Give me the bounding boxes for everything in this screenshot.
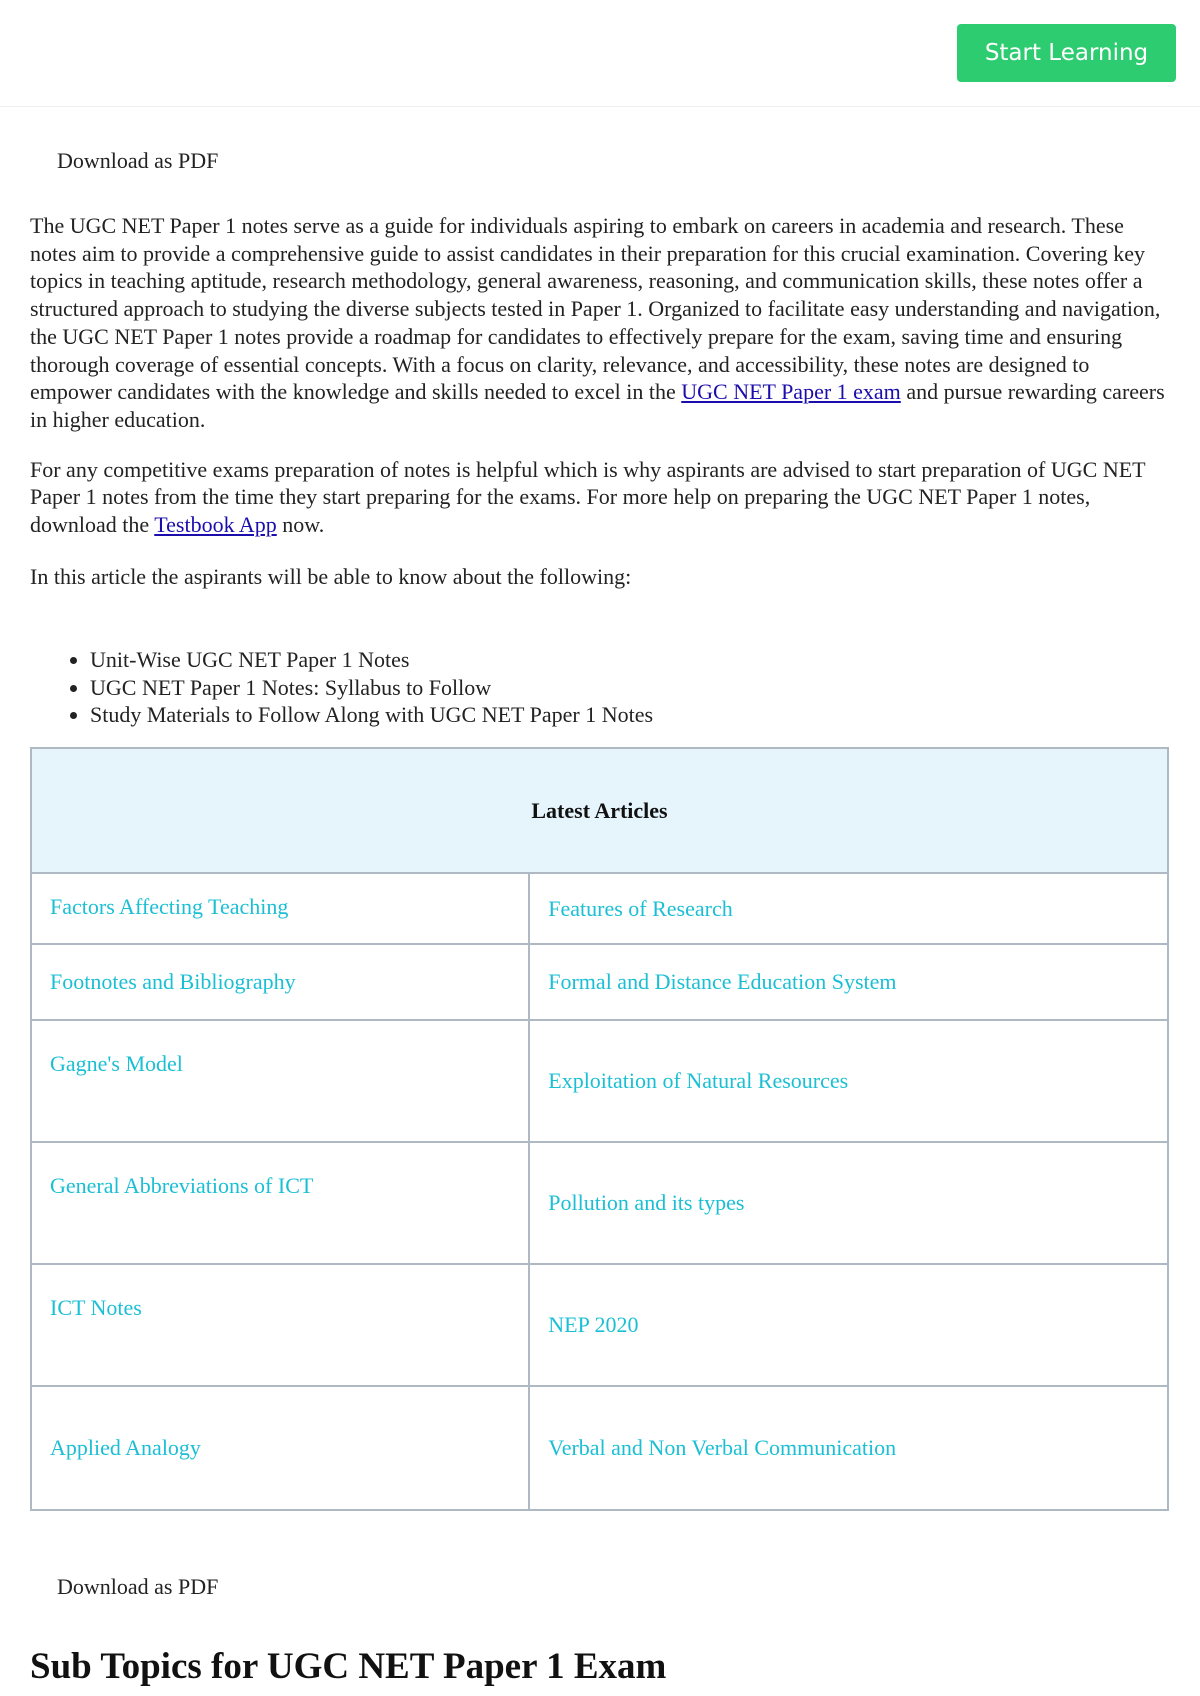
- article-link[interactable]: Verbal and Non Verbal Communication: [548, 1435, 897, 1460]
- article-link[interactable]: ICT Notes: [50, 1295, 142, 1320]
- article-link[interactable]: Features of Research: [548, 895, 733, 921]
- top-bar: [0, 0, 1200, 107]
- table-cell: [529, 1264, 1168, 1386]
- article-link[interactable]: General Abbreviations of ICT: [50, 1173, 314, 1198]
- table-cell: [31, 873, 529, 944]
- article-content: [30, 212, 1172, 728]
- list-item: • UGC NET Paper 1 Notes: Syllabus to Follow: [90, 674, 653, 702]
- table-cell: [31, 1020, 529, 1142]
- article-link[interactable]: Factors Affecting Teaching: [50, 894, 289, 919]
- ugc-net-exam-link[interactable]: UGC NET Paper 1 exam: [681, 379, 901, 405]
- download-pdf-link[interactable]: Download as PDF: [57, 148, 219, 173]
- prep-paragraph: [30, 456, 1172, 539]
- article-link[interactable]: Applied Analogy: [50, 1435, 201, 1460]
- intro-paragraph: [30, 212, 1172, 434]
- intro-tail: and pursue rewarding careers in higher education.: [30, 379, 1165, 432]
- article-link[interactable]: Footnotes and Bibliography: [50, 969, 296, 994]
- latest-articles-heading: Latest Articles: [31, 748, 1168, 873]
- prep-tail: now.: [276, 512, 325, 538]
- article-link[interactable]: Pollution and its types: [548, 1190, 745, 1215]
- table-cell: [529, 873, 1168, 944]
- topics-list: [30, 646, 653, 729]
- latest-articles-table: [30, 747, 1169, 1511]
- list-item: • Unit-Wise UGC NET Paper 1 Notes: [90, 646, 653, 674]
- testbook-app-link[interactable]: Testbook App: [154, 512, 277, 538]
- intro-text: The UGC NET Paper 1 notes serve as a guide for individuals aspiring to embark on careers in academia and research. These notes aim to provide a comprehensive guide to assist candidates in their preparation for this crucial examination. Covering key topics in teaching aptitude, research methodology, general awareness, reasoning, and communication skills, these notes offer a structured approach to studying the diverse subjects tested in Paper 1. Organized to facilitate easy understanding and navigation, the UGC NET Paper 1 notes provide a roadmap for candidates to effectively prepare for the exam, saving time and ensuring thorough coverage of essential concepts. With a focus on clarity, relevance, and accessibility, these notes are designed to empower candidates with the knowledge and skills needed to excel in the: [30, 213, 1161, 405]
- article-link[interactable]: Gagne's Model: [50, 1051, 183, 1076]
- table-cell: [529, 1020, 1168, 1142]
- article-link[interactable]: NEP 2020: [548, 1312, 639, 1337]
- table-cell: [529, 1386, 1168, 1510]
- download-pdf-link[interactable]: Download as PDF: [57, 1574, 219, 1599]
- list-item: • Study Materials to Follow Along with UGC NET Paper 1 Notes: [90, 701, 653, 729]
- table-cell: [31, 1142, 529, 1264]
- article-lead: In this article the aspirants will be able to know about the following:: [30, 563, 632, 589]
- start-learning-button[interactable]: Start Learning: [957, 24, 1176, 82]
- article-link[interactable]: Exploitation of Natural Resources: [548, 1068, 849, 1093]
- table-cell: [529, 1142, 1168, 1264]
- table-cell: [31, 1386, 529, 1510]
- table-cell: [529, 944, 1168, 1020]
- article-link[interactable]: Formal and Distance Education System: [548, 969, 897, 994]
- section-heading: Sub Topics for UGC NET Paper 1 Exam: [30, 1646, 667, 1687]
- prep-text: For any competitive exams preparation of notes is helpful which is why aspirants are advised to start preparation of UGC NET Paper 1 notes from the time they start preparing for the exams. For more help on preparing the UGC NET Paper 1 notes, download the: [30, 456, 1146, 538]
- table-cell: [31, 1264, 529, 1386]
- table-cell: [31, 944, 529, 1020]
